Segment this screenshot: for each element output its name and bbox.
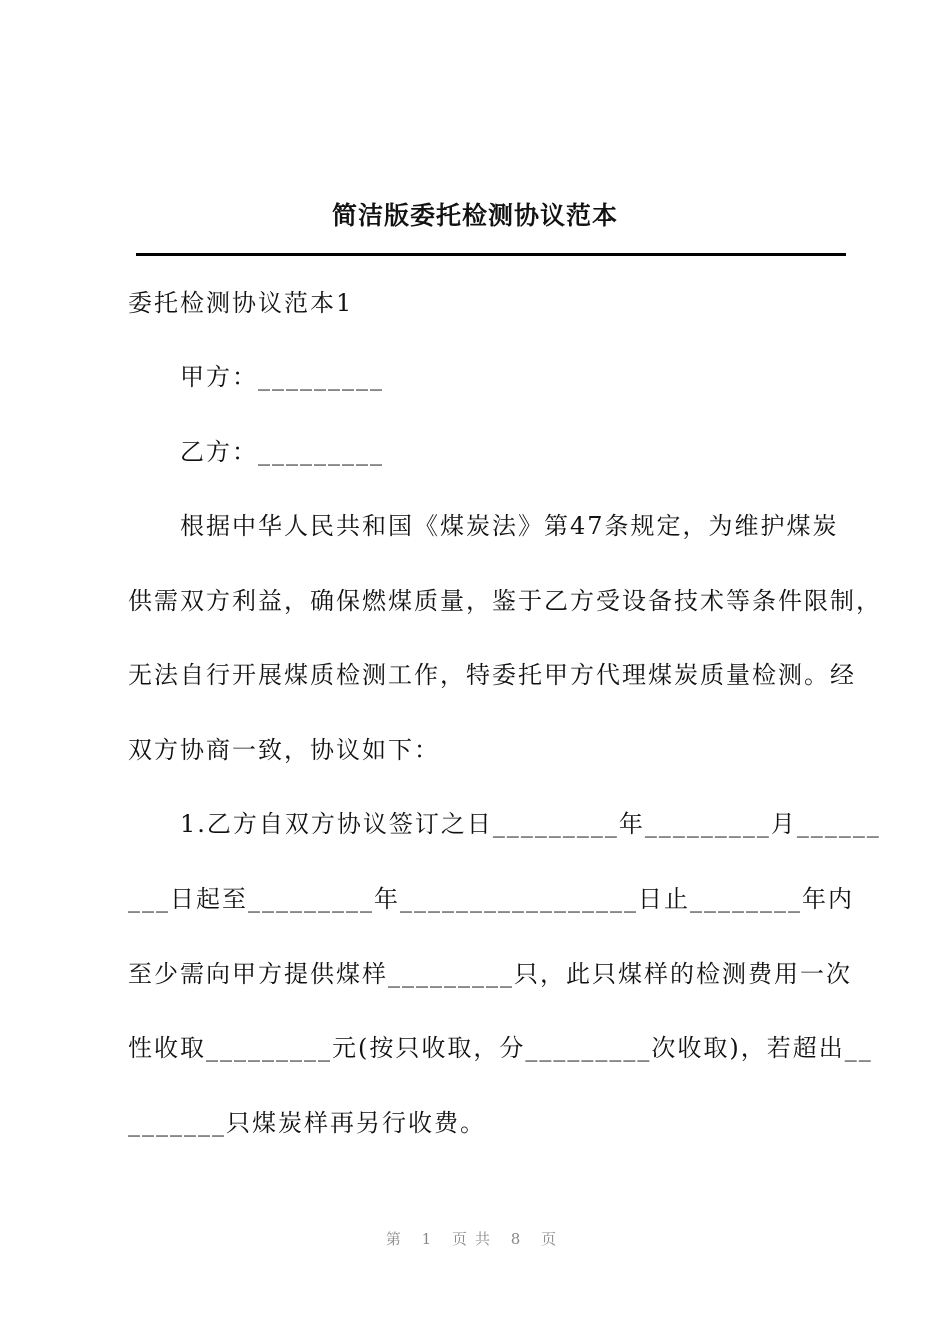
party-b-line: 乙方：_________ — [180, 438, 384, 466]
document-title: 简洁版委托检测协议范本 — [331, 201, 618, 230]
title-divider — [136, 253, 846, 256]
body-line: 双方协商一致，协议如下： — [128, 736, 440, 764]
body-line: 性收取_________元(按只收取，分_________次收取)，若超出__ — [128, 1034, 873, 1062]
party-a-line: 甲方：_________ — [180, 363, 384, 391]
body-line: 根据中华人民共和国《煤炭法》第47条规定，为维护煤炭 — [180, 512, 839, 540]
body-line: 供需双方利益，确保燃煤质量，鉴于乙方受设备技术等条件限制， — [128, 587, 882, 615]
body-line: ___日起至_________年_________________日止________年内 — [128, 885, 854, 913]
body-line: 1.乙方自双方协议签订之日_________年_________月______ — [180, 810, 881, 838]
page-indicator: 第 1 页共 8 页 — [385, 1230, 565, 1248]
section-heading: 委托检测协议范本1 — [128, 289, 354, 317]
body-line: 至少需向甲方提供煤样_________只，此只煤样的检测费用一次 — [128, 960, 852, 988]
body-line: 无法自行开展煤质检测工作，特委托甲方代理煤炭质量检测。经 — [128, 661, 856, 689]
body-line: _______只煤炭样再另行收费。 — [128, 1109, 486, 1137]
